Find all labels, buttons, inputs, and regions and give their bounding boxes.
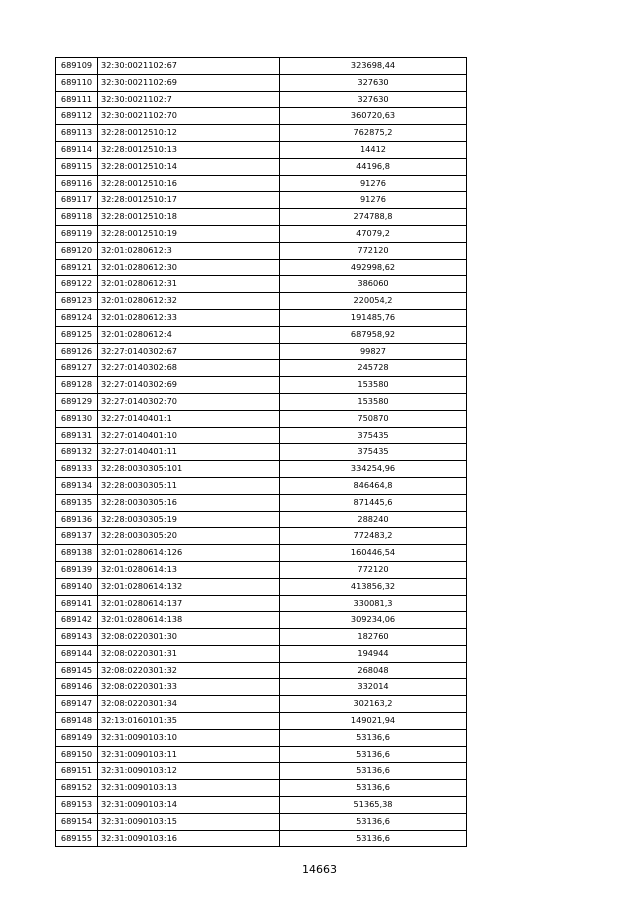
- row-code-cell: 32:13:0160101:35: [98, 713, 280, 730]
- table-row: [56, 528, 467, 545]
- row-code-cell: 32:28:0030305:19: [98, 511, 280, 528]
- table-row: [56, 141, 467, 158]
- table-row: [56, 175, 467, 192]
- table-row: [56, 729, 467, 746]
- row-value-cell: 750870: [280, 410, 467, 427]
- table-row: [56, 545, 467, 562]
- row-value-cell: 53136,6: [280, 729, 467, 746]
- row-code-cell: 32:08:0220301:32: [98, 662, 280, 679]
- table-row: [56, 561, 467, 578]
- row-id-cell: 689134: [56, 477, 98, 494]
- row-value-cell: 323698,44: [280, 58, 467, 75]
- row-code-cell: 32:28:0012510:16: [98, 175, 280, 192]
- table-row: [56, 377, 467, 394]
- row-value-cell: 160446,54: [280, 545, 467, 562]
- table-row: [56, 276, 467, 293]
- row-code-cell: 32:01:0280612:32: [98, 293, 280, 310]
- row-id-cell: 689146: [56, 679, 98, 696]
- row-value-cell: 149021,94: [280, 713, 467, 730]
- row-id-cell: 689152: [56, 780, 98, 797]
- row-code-cell: 32:01:0280614:132: [98, 578, 280, 595]
- row-value-cell: 53136,6: [280, 746, 467, 763]
- row-code-cell: 32:27:0140401:11: [98, 444, 280, 461]
- row-value-cell: 51365,38: [280, 797, 467, 814]
- row-code-cell: 32:01:0280612:33: [98, 309, 280, 326]
- row-code-cell: 32:01:0280614:138: [98, 612, 280, 629]
- row-value-cell: 334254,96: [280, 461, 467, 478]
- row-code-cell: 32:01:0280614:137: [98, 595, 280, 612]
- table-row: [56, 578, 467, 595]
- row-code-cell: 32:01:0280612:30: [98, 259, 280, 276]
- row-value-cell: 53136,6: [280, 763, 467, 780]
- row-value-cell: 762875,2: [280, 125, 467, 142]
- row-value-cell: 91276: [280, 175, 467, 192]
- row-code-cell: 32:28:0030305:101: [98, 461, 280, 478]
- table-row: [56, 91, 467, 108]
- row-code-cell: 32:01:0280612:31: [98, 276, 280, 293]
- table-row: [56, 679, 467, 696]
- row-value-cell: 14412: [280, 141, 467, 158]
- table-row: [56, 662, 467, 679]
- row-code-cell: 32:30:0021102:7: [98, 91, 280, 108]
- row-id-cell: 689147: [56, 696, 98, 713]
- table-row: [56, 813, 467, 830]
- table-row: [56, 629, 467, 646]
- row-id-cell: 689118: [56, 209, 98, 226]
- row-id-cell: 689140: [56, 578, 98, 595]
- row-code-cell: 32:28:0030305:11: [98, 477, 280, 494]
- row-id-cell: 689120: [56, 242, 98, 259]
- row-id-cell: 689130: [56, 410, 98, 427]
- row-value-cell: 327630: [280, 91, 467, 108]
- row-value-cell: 330081,3: [280, 595, 467, 612]
- row-code-cell: 32:08:0220301:33: [98, 679, 280, 696]
- table-row: [56, 125, 467, 142]
- row-value-cell: 53136,6: [280, 830, 467, 847]
- row-value-cell: 871445,6: [280, 494, 467, 511]
- row-code-cell: 32:31:0090103:15: [98, 813, 280, 830]
- row-code-cell: 32:08:0220301:30: [98, 629, 280, 646]
- table-row: [56, 108, 467, 125]
- row-code-cell: 32:28:0012510:18: [98, 209, 280, 226]
- row-id-cell: 689135: [56, 494, 98, 511]
- row-id-cell: 689122: [56, 276, 98, 293]
- row-value-cell: 772120: [280, 242, 467, 259]
- row-code-cell: 32:28:0030305:16: [98, 494, 280, 511]
- row-code-cell: 32:28:0012510:19: [98, 225, 280, 242]
- row-id-cell: 689155: [56, 830, 98, 847]
- row-id-cell: 689149: [56, 729, 98, 746]
- table-row: [56, 595, 467, 612]
- data-table: [55, 57, 467, 847]
- table-row: [56, 461, 467, 478]
- table-row: [56, 74, 467, 91]
- row-value-cell: 99827: [280, 343, 467, 360]
- row-code-cell: 32:08:0220301:31: [98, 645, 280, 662]
- table-row: [56, 696, 467, 713]
- row-code-cell: 32:01:0280614:126: [98, 545, 280, 562]
- row-value-cell: 375435: [280, 427, 467, 444]
- page-number: 14663: [302, 863, 337, 876]
- row-code-cell: 32:31:0090103:10: [98, 729, 280, 746]
- row-value-cell: 332014: [280, 679, 467, 696]
- row-id-cell: 689143: [56, 629, 98, 646]
- table-row: [56, 225, 467, 242]
- row-id-cell: 689109: [56, 58, 98, 75]
- row-code-cell: 32:30:0021102:69: [98, 74, 280, 91]
- data-table-body: [56, 58, 467, 847]
- row-id-cell: 689121: [56, 259, 98, 276]
- row-id-cell: 689112: [56, 108, 98, 125]
- row-code-cell: 32:31:0090103:16: [98, 830, 280, 847]
- row-code-cell: 32:28:0012510:12: [98, 125, 280, 142]
- row-value-cell: 492998,62: [280, 259, 467, 276]
- row-value-cell: 687958,92: [280, 326, 467, 343]
- row-value-cell: 153580: [280, 377, 467, 394]
- row-value-cell: 191485,76: [280, 309, 467, 326]
- row-id-cell: 689153: [56, 797, 98, 814]
- row-id-cell: 689119: [56, 225, 98, 242]
- row-value-cell: 245728: [280, 360, 467, 377]
- row-id-cell: 689145: [56, 662, 98, 679]
- table-row: [56, 192, 467, 209]
- row-value-cell: 375435: [280, 444, 467, 461]
- row-code-cell: 32:31:0090103:14: [98, 797, 280, 814]
- row-id-cell: 689113: [56, 125, 98, 142]
- row-id-cell: 689117: [56, 192, 98, 209]
- row-code-cell: 32:27:0140302:70: [98, 393, 280, 410]
- row-id-cell: 689127: [56, 360, 98, 377]
- row-id-cell: 689139: [56, 561, 98, 578]
- row-value-cell: 274788,8: [280, 209, 467, 226]
- row-value-cell: 288240: [280, 511, 467, 528]
- table-row: [56, 360, 467, 377]
- row-id-cell: 689144: [56, 645, 98, 662]
- row-id-cell: 689154: [56, 813, 98, 830]
- row-code-cell: 32:28:0012510:17: [98, 192, 280, 209]
- table-row: [56, 309, 467, 326]
- row-value-cell: 153580: [280, 393, 467, 410]
- table-row: [56, 713, 467, 730]
- row-id-cell: 689124: [56, 309, 98, 326]
- row-code-cell: 32:28:0012510:13: [98, 141, 280, 158]
- table-row: [56, 444, 467, 461]
- row-code-cell: 32:01:0280614:13: [98, 561, 280, 578]
- row-id-cell: 689128: [56, 377, 98, 394]
- row-id-cell: 689137: [56, 528, 98, 545]
- row-value-cell: 772483,2: [280, 528, 467, 545]
- row-id-cell: 689126: [56, 343, 98, 360]
- row-code-cell: 32:01:0280612:3: [98, 242, 280, 259]
- table-row: [56, 612, 467, 629]
- row-id-cell: 689111: [56, 91, 98, 108]
- table-row: [56, 494, 467, 511]
- row-code-cell: 32:27:0140401:1: [98, 410, 280, 427]
- table-row: [56, 746, 467, 763]
- table-row: [56, 427, 467, 444]
- row-value-cell: 268048: [280, 662, 467, 679]
- table-row: [56, 410, 467, 427]
- row-id-cell: 689151: [56, 763, 98, 780]
- table-row: [56, 293, 467, 310]
- row-value-cell: 47079,2: [280, 225, 467, 242]
- row-code-cell: 32:30:0021102:67: [98, 58, 280, 75]
- table-row: [56, 763, 467, 780]
- row-value-cell: 327630: [280, 74, 467, 91]
- table-row: [56, 780, 467, 797]
- table-row: [56, 259, 467, 276]
- row-value-cell: 386060: [280, 276, 467, 293]
- row-id-cell: 689133: [56, 461, 98, 478]
- row-id-cell: 689150: [56, 746, 98, 763]
- row-value-cell: 91276: [280, 192, 467, 209]
- row-code-cell: 32:28:0030305:20: [98, 528, 280, 545]
- table-row: [56, 511, 467, 528]
- row-value-cell: 302163,2: [280, 696, 467, 713]
- row-id-cell: 689129: [56, 393, 98, 410]
- row-value-cell: 220054,2: [280, 293, 467, 310]
- table-row: [56, 326, 467, 343]
- row-value-cell: 182760: [280, 629, 467, 646]
- row-id-cell: 689116: [56, 175, 98, 192]
- row-id-cell: 689148: [56, 713, 98, 730]
- row-id-cell: 689110: [56, 74, 98, 91]
- row-id-cell: 689114: [56, 141, 98, 158]
- table-row: [56, 209, 467, 226]
- row-code-cell: 32:08:0220301:34: [98, 696, 280, 713]
- row-code-cell: 32:27:0140302:67: [98, 343, 280, 360]
- row-id-cell: 689142: [56, 612, 98, 629]
- table-row: [56, 242, 467, 259]
- table-row: [56, 645, 467, 662]
- row-value-cell: 53136,6: [280, 813, 467, 830]
- row-code-cell: 32:27:0140401:10: [98, 427, 280, 444]
- row-id-cell: 689138: [56, 545, 98, 562]
- row-value-cell: 194944: [280, 645, 467, 662]
- table-row: [56, 58, 467, 75]
- row-value-cell: 413856,32: [280, 578, 467, 595]
- row-code-cell: 32:31:0090103:11: [98, 746, 280, 763]
- row-id-cell: 689123: [56, 293, 98, 310]
- row-id-cell: 689131: [56, 427, 98, 444]
- row-code-cell: 32:30:0021102:70: [98, 108, 280, 125]
- table-row: [56, 830, 467, 847]
- row-code-cell: 32:28:0012510:14: [98, 158, 280, 175]
- table-row: [56, 393, 467, 410]
- row-code-cell: 32:27:0140302:68: [98, 360, 280, 377]
- row-id-cell: 689132: [56, 444, 98, 461]
- row-value-cell: 772120: [280, 561, 467, 578]
- row-value-cell: 309234,06: [280, 612, 467, 629]
- row-id-cell: 689115: [56, 158, 98, 175]
- row-value-cell: 360720,63: [280, 108, 467, 125]
- row-value-cell: 846464,8: [280, 477, 467, 494]
- row-code-cell: 32:31:0090103:12: [98, 763, 280, 780]
- row-code-cell: 32:27:0140302:69: [98, 377, 280, 394]
- table-row: [56, 158, 467, 175]
- row-id-cell: 689141: [56, 595, 98, 612]
- row-value-cell: 53136,6: [280, 780, 467, 797]
- row-code-cell: 32:31:0090103:13: [98, 780, 280, 797]
- row-value-cell: 44196,8: [280, 158, 467, 175]
- row-id-cell: 689125: [56, 326, 98, 343]
- row-id-cell: 689136: [56, 511, 98, 528]
- table-row: [56, 797, 467, 814]
- table-row: [56, 343, 467, 360]
- table-row: [56, 477, 467, 494]
- row-code-cell: 32:01:0280612:4: [98, 326, 280, 343]
